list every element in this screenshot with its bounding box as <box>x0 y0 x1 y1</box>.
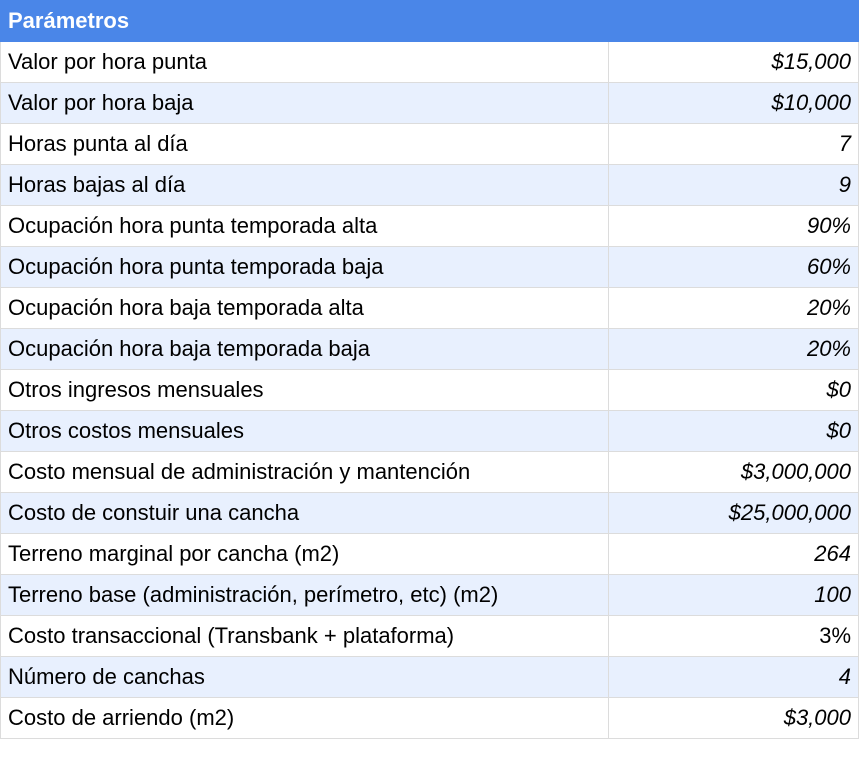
row-label[interactable]: Terreno base (administración, perímetro, etc) (m2) <box>1 575 609 616</box>
row-value[interactable]: $0 <box>609 411 859 452</box>
row-label[interactable]: Ocupación hora baja temporada alta <box>1 288 609 329</box>
table-row <box>1 124 859 165</box>
row-value[interactable]: 4 <box>609 657 859 698</box>
table-row <box>1 247 859 288</box>
row-label[interactable]: Valor por hora baja <box>1 83 609 124</box>
row-value[interactable]: $10,000 <box>609 83 859 124</box>
header-cell-parametros[interactable]: Parámetros <box>1 1 609 42</box>
table-row <box>1 206 859 247</box>
row-value[interactable]: $0 <box>609 370 859 411</box>
table-row <box>1 165 859 206</box>
table-row <box>1 493 859 534</box>
row-value[interactable]: 100 <box>609 575 859 616</box>
row-label[interactable]: Ocupación hora punta temporada alta <box>1 206 609 247</box>
table-row <box>1 329 859 370</box>
row-label[interactable]: Costo transaccional (Transbank + plataforma) <box>1 616 609 657</box>
row-label[interactable]: Terreno marginal por cancha (m2) <box>1 534 609 575</box>
row-value[interactable]: $15,000 <box>609 42 859 83</box>
row-value[interactable]: $25,000,000 <box>609 493 859 534</box>
table-row <box>1 83 859 124</box>
row-value[interactable]: 20% <box>609 288 859 329</box>
table-row <box>1 534 859 575</box>
table-row <box>1 452 859 493</box>
row-label[interactable]: Ocupación hora baja temporada baja <box>1 329 609 370</box>
header-row <box>1 1 859 42</box>
table-row <box>1 657 859 698</box>
row-value[interactable]: $3,000,000 <box>609 452 859 493</box>
row-value[interactable]: 9 <box>609 165 859 206</box>
row-value[interactable]: 60% <box>609 247 859 288</box>
table-row <box>1 411 859 452</box>
row-value[interactable]: 90% <box>609 206 859 247</box>
row-label[interactable]: Valor por hora punta <box>1 42 609 83</box>
row-label[interactable]: Ocupación hora punta temporada baja <box>1 247 609 288</box>
row-label[interactable]: Otros ingresos mensuales <box>1 370 609 411</box>
row-label[interactable]: Costo mensual de administración y mantención <box>1 452 609 493</box>
table-row <box>1 42 859 83</box>
row-label[interactable]: Horas punta al día <box>1 124 609 165</box>
table-row <box>1 616 859 657</box>
row-label[interactable]: Costo de arriendo (m2) <box>1 698 609 739</box>
row-value[interactable]: 264 <box>609 534 859 575</box>
row-label[interactable]: Número de canchas <box>1 657 609 698</box>
row-value[interactable]: 7 <box>609 124 859 165</box>
table-row <box>1 370 859 411</box>
row-value[interactable]: $3,000 <box>609 698 859 739</box>
header-cell-value[interactable] <box>609 1 859 42</box>
row-label[interactable]: Otros costos mensuales <box>1 411 609 452</box>
row-value[interactable]: 3% <box>609 616 859 657</box>
table-row <box>1 575 859 616</box>
table-row <box>1 698 859 739</box>
row-label[interactable]: Costo de constuir una cancha <box>1 493 609 534</box>
table-row <box>1 288 859 329</box>
row-label[interactable]: Horas bajas al día <box>1 165 609 206</box>
row-value[interactable]: 20% <box>609 329 859 370</box>
